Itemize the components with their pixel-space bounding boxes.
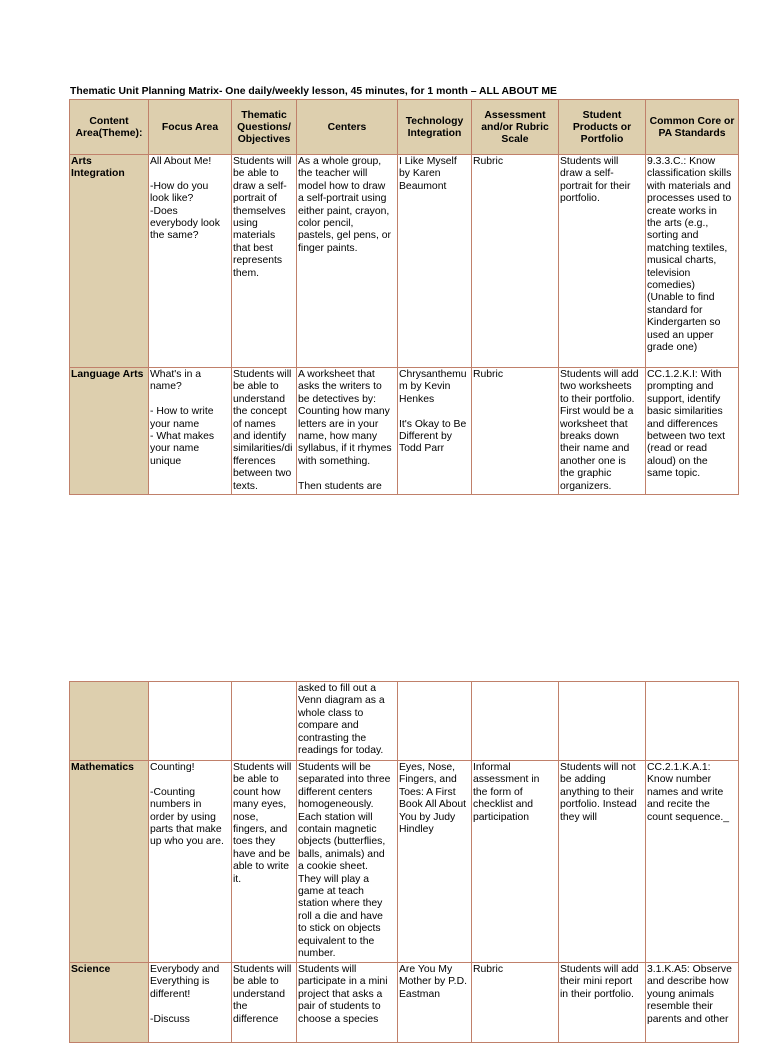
standards-cell: CC.2.1.K.A.1: Know number names and write and recite the count sequence._	[646, 761, 739, 963]
centers-cell: Students will be separated into three different centers homogeneously. Each station will contain magnetic objects (butterflies, balls, animals) and a cookie sheet. They will play a game at teach station where they roll a die and have to stick on objects equivalent to the number.	[297, 761, 398, 963]
header-row	[70, 100, 739, 155]
planning-matrix-table-continued	[69, 681, 739, 1043]
header-thematic-questions: Thematic Questions/ Objectives	[232, 100, 297, 155]
products-cell	[559, 682, 646, 761]
standards-cell	[646, 682, 739, 761]
table-row-language-arts	[70, 368, 739, 495]
questions-cell: Students will be able to draw a self- portrait of themselves using materials that best represents them.	[232, 155, 297, 368]
focus-area-cell	[149, 682, 232, 761]
table-row-science	[70, 963, 739, 1043]
centers-cell: A worksheet that asks the writers to be detectives by: Counting how many letters are in your name, how many syllabus, if it rhymes with something. Then students are	[297, 368, 398, 495]
content-area-cell: Arts Integration	[70, 155, 149, 368]
technology-cell: Are You My Mother by P.D. Eastman	[398, 963, 472, 1043]
document-title: Thematic Unit Planning Matrix- One daily/weekly lesson, 45 minutes, for 1 month – ALL ABOUT ME	[70, 86, 557, 97]
centers-cell: As a whole group, the teacher will model how to draw a self-portrait using either paint, crayon, color pencil, pastels, gel pens, or finger paints.	[297, 155, 398, 368]
content-area-cell	[70, 682, 149, 761]
assessment-cell: Rubric	[472, 368, 559, 495]
standards-cell: CC.1.2.K.I: With prompting and support, identify basic similarities and differences between two text (read or read aloud) on the same topic.	[646, 368, 739, 495]
technology-cell: I Like Myself by Karen Beaumont	[398, 155, 472, 368]
questions-cell: Students will be able to understand the difference	[232, 963, 297, 1043]
assessment-cell: Rubric	[472, 963, 559, 1043]
questions-cell: Students will be able to count how many eyes, nose, fingers, and toes they have and be able to write it.	[232, 761, 297, 963]
standards-cell: 3.1.K.A5: Observe and describe how young animals resemble their parents and other	[646, 963, 739, 1043]
content-area-cell: Language Arts	[70, 368, 149, 495]
focus-area-cell: All About Me! -How do you look like? -Does everybody look the same?	[149, 155, 232, 368]
table-row-continued	[70, 682, 739, 761]
assessment-cell: Informal assessment in the form of checklist and participation	[472, 761, 559, 963]
assessment-cell: Rubric	[472, 155, 559, 368]
questions-cell	[232, 682, 297, 761]
questions-cell: Students will be able to understand the concept of names and identify similarities/di fferences between two texts.	[232, 368, 297, 495]
products-cell: Students will add two worksheets to their portfolio. First would be a worksheet that breaks down their name and another one is the graphic organizers.	[559, 368, 646, 495]
products-cell: Students will draw a self- portrait for their portfolio.	[559, 155, 646, 368]
header-centers: Centers	[297, 100, 398, 155]
content-area-cell: Science	[70, 963, 149, 1043]
header-focus-area: Focus Area	[149, 100, 232, 155]
centers-cell: Students will participate in a mini project that asks a pair of students to choose a species	[297, 963, 398, 1043]
planning-matrix-table	[69, 99, 739, 495]
products-cell: Students will add their mini report in their portfolio.	[559, 963, 646, 1043]
header-assessment: Assessment and/or Rubric Scale	[472, 100, 559, 155]
centers-cell: asked to fill out a Venn diagram as a whole class to compare and contrasting the readings for today.	[297, 682, 398, 761]
technology-cell: Chrysanthemu m by Kevin Henkes It's Okay to Be Different by Todd Parr	[398, 368, 472, 495]
products-cell: Students will not be adding anything to their portfolio. Instead they will	[559, 761, 646, 963]
focus-area-cell: Counting! -Counting numbers in order by using parts that make up who you are.	[149, 761, 232, 963]
content-area-cell: Mathematics	[70, 761, 149, 963]
focus-area-cell: What's in a name? - How to write your name - What makes your name unique	[149, 368, 232, 495]
technology-cell: Eyes, Nose, Fingers, and Toes: A First Book All About You by Judy Hindley	[398, 761, 472, 963]
header-content-area: Content Area(Theme):	[70, 100, 149, 155]
table-row-mathematics	[70, 761, 739, 963]
header-technology: Technology Integration	[398, 100, 472, 155]
table-row-arts	[70, 155, 739, 368]
technology-cell	[398, 682, 472, 761]
header-student-products: Student Products or Portfolio	[559, 100, 646, 155]
standards-cell: 9.3.3.C.: Know classification skills with materials and processes used to create works in the arts (e.g., sorting and matching textiles, musical charts, television comedies) (Unable to find standard for Kindergarten so used an upper grade one)	[646, 155, 739, 368]
header-standards: Common Core or PA Standards	[646, 100, 739, 155]
focus-area-cell: Everybody and Everything is different! -Discuss	[149, 963, 232, 1043]
assessment-cell	[472, 682, 559, 761]
